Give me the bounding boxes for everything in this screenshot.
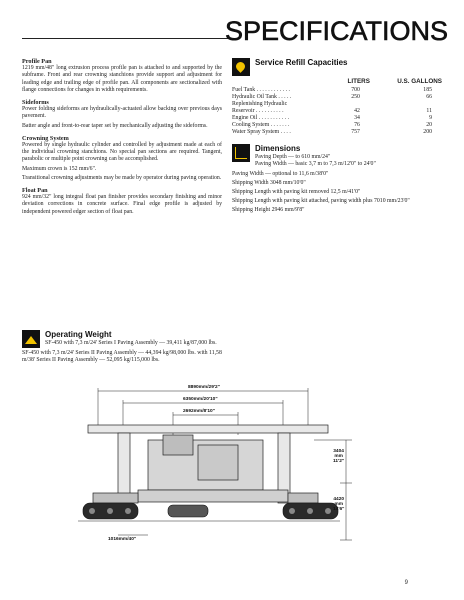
crowning-text-2: Maximum crown is 152 mm/6". (22, 165, 97, 172)
dimensions-list (232, 171, 444, 215)
sideforms-text-1: Power folding sideforms are hydraulically-actuated allow backing over previous days pavement. (22, 106, 222, 120)
fluids-header (232, 58, 444, 76)
dimension-item: Shipping Length with paving kit removed 12,5 m/41'0" (232, 189, 361, 196)
machine-dimension-diagram (78, 385, 360, 545)
fluid-liters: 757 (351, 129, 360, 136)
fluid-gallons: 200 (423, 129, 432, 136)
fluid-liters: 76 (354, 122, 360, 129)
fluids-title: Service Refill Capacities (255, 58, 348, 67)
dimension-item: Shipping Height 2946 mm/9'8" (232, 207, 305, 214)
left-column (22, 58, 222, 218)
operating-weight-text-1: SF-450 with 7,3 m/24' Series I Paving Assembly — 39,411 kg/87,000 lbs. (45, 340, 217, 346)
fluid-row (232, 115, 444, 122)
right-column (232, 58, 444, 217)
operating-weight-header (22, 330, 222, 348)
dimension-item: Shipping Length with paving kit attached, paving width plus 7010 mm/23'0" (232, 198, 410, 205)
float-pan-text: 924 mm/32" long integral float pan finisher provides secondary finishing and minor deviation corrections in concrete surface. Final edge profile is adjusted by independent powered edger section of float pan. (22, 194, 222, 215)
title-rule (22, 38, 230, 39)
fluid-gallons (372, 101, 444, 108)
liters-header: LITERS (347, 78, 370, 85)
fluid-label: Hydraulic Oil Tank . . . . . (232, 94, 292, 101)
dim-track-shoe: 1016mm/40" (108, 537, 137, 542)
fluid-row (232, 108, 444, 115)
fluid-gallons: 20 (426, 122, 432, 129)
dim-track-width: 6350mm/20'10" (183, 397, 218, 402)
crowning-text-3: Transitional crowning adjustments may be made by operator during paving operation. (22, 174, 222, 181)
fluid-label: Engine Oil . . . . . . . . . . . (232, 115, 290, 122)
float-pan-heading: Float Pan (22, 187, 48, 195)
fluid-row (232, 94, 444, 101)
fluid-gallons: 185 (423, 87, 432, 94)
fluid-label: Cooling System . . . . . . . (232, 122, 290, 129)
crowning-heading: Crowning System (22, 134, 69, 142)
paving-width: Paving Width — basic 3,7 m to 7,3 m/12'0" to 24'0" (255, 161, 376, 168)
operating-weight-section (22, 330, 222, 364)
fluid-label: Replenishing Hydraulic (232, 101, 288, 108)
fluid-row (232, 87, 444, 94)
page-header (22, 14, 448, 48)
page-number: 9 (404, 580, 408, 586)
fluid-liters: 42 (354, 108, 360, 115)
weight-icon (22, 330, 40, 348)
fluid-label: Reservoir . . . . . . . . . . (232, 108, 284, 115)
dim-height-overall: 4420 mm 14'6" (333, 497, 345, 512)
fluid-liters: 250 (351, 94, 360, 101)
dim-inner-width: 2692mm/8'10" (183, 409, 215, 414)
profile-pan-heading: Profile Pan (22, 58, 52, 65)
fluid-row (232, 101, 444, 108)
fluid-drop-icon (232, 58, 250, 76)
paving-depth: Paving Depth — to 610 mm/24" (255, 154, 331, 161)
fluid-label: Water Spray System . . . . (232, 129, 291, 136)
fluid-liters (325, 101, 372, 108)
dim-height-upper: 3404 mm 11'2" (333, 449, 345, 464)
profile-pan-text: 1219 mm/48" long extrusion process profile pan is attached to and supported by the subframe. Front and rear crowning stanchions provide support and adjustment for leading edge and trailing edge of profile pan. All components are sectionalized with flange connections for changes in width requirements. (22, 65, 222, 93)
fluids-table (232, 78, 444, 136)
gallons-header: U.S. GALLONS (397, 78, 442, 85)
fluid-gallons: 11 (426, 108, 432, 115)
fluid-label: Fuel Tank . . . . . . . . . . . . (232, 87, 290, 94)
fluid-row (232, 129, 444, 136)
operating-weight-title: Operating Weight (45, 330, 112, 339)
fluid-row (232, 122, 444, 129)
fluid-gallons: 9 (429, 115, 432, 122)
dimensions-header (232, 144, 444, 168)
fluid-gallons: 66 (426, 94, 432, 101)
sideforms-heading: Sideforms (22, 99, 49, 107)
fluid-liters: 700 (351, 87, 360, 94)
dimension-item: Shipping Width 3048 mm/10'0" (232, 179, 306, 186)
dimension-item: Paving Width — optional to 11,6 m/38'0" (232, 170, 329, 177)
operating-weight-text-2: SF-450 with 7,3 m/24' Series II Paving Assembly — 44,394 kg/98,000 lbs. with 11,58 m/38' Series II Paving Assembly — 52,095 kg/115,000 lbs. (22, 350, 222, 364)
crowning-text-1: Powered by single hydraulic cylinder and controlled by adjustment made at each of the individual crowning stanchions. No special pan sections are required. Tangent, parabolic or multiple point crowning can be accomplished. (22, 142, 222, 163)
paver-drawing (78, 385, 360, 545)
ruler-icon (232, 144, 250, 162)
dim-overall-width: 8890mm/29'2" (188, 385, 220, 390)
sideforms-text-2: Batter angle and front-to-rear taper set by mechanically adjusting the sideforms. (22, 122, 208, 129)
dimensions-title: Dimensions (255, 144, 301, 154)
page-title: SPECIFICATIONS (224, 16, 448, 46)
fluid-liters: 34 (354, 115, 360, 122)
